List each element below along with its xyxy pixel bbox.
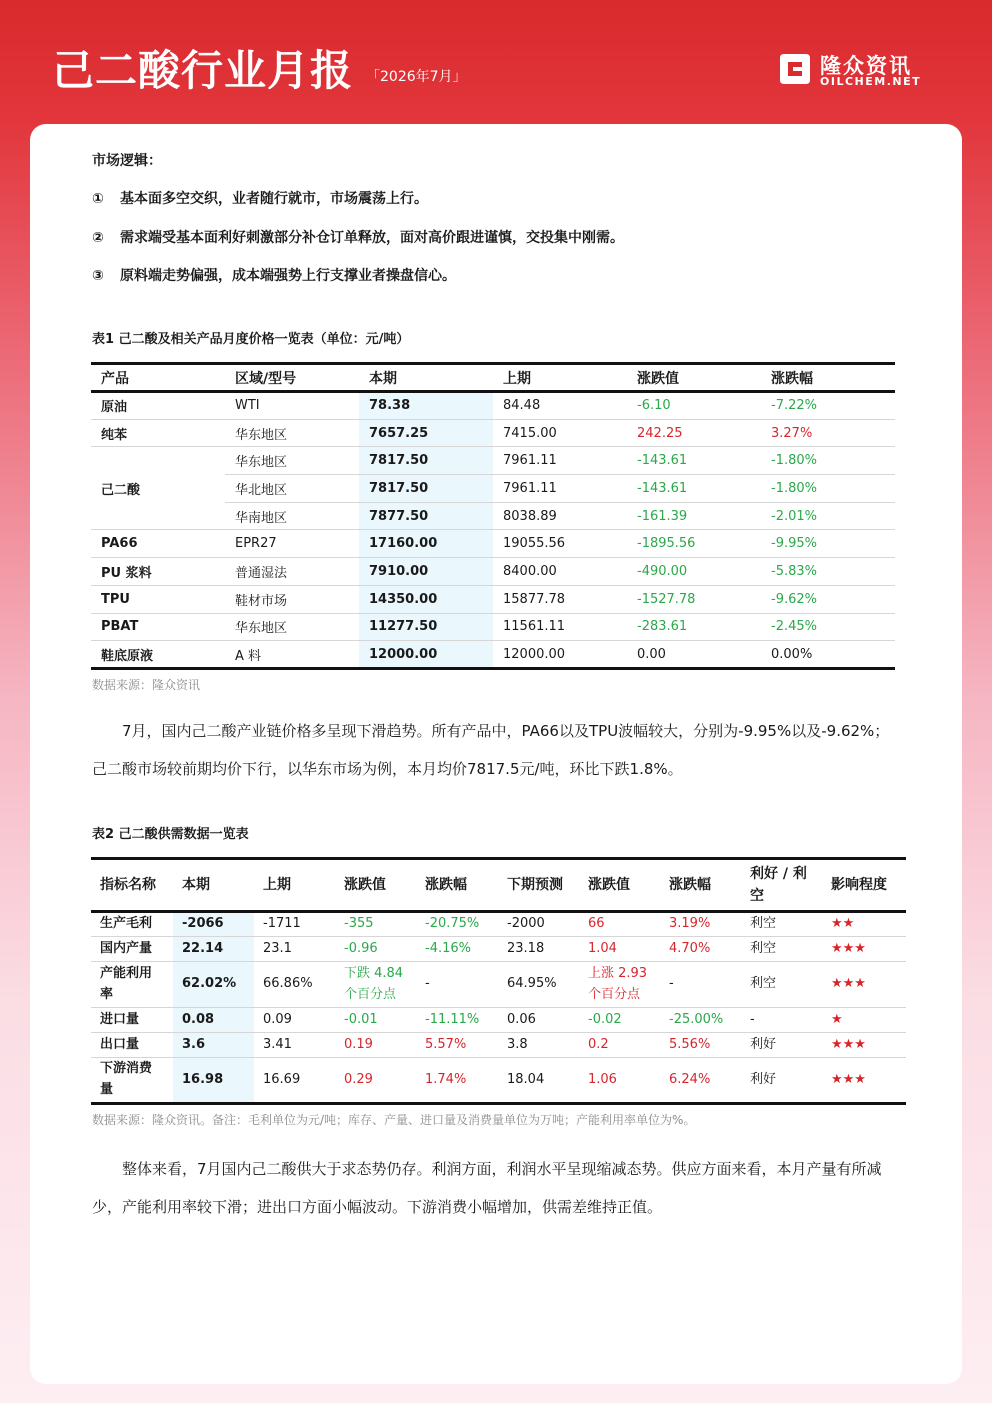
- table-row: [91, 613, 895, 641]
- current-cell: 78.38: [359, 392, 493, 420]
- market-logic-title: 市场逻辑：: [92, 153, 162, 169]
- pct-cell: -5.83%: [761, 558, 895, 586]
- forecast-change-cell: 0.2: [579, 1033, 660, 1058]
- product-cell: PBAT: [91, 613, 225, 641]
- forecast-cell: -2000: [498, 912, 579, 937]
- column-header: 区域/型号: [225, 364, 359, 392]
- current-cell: 16.98: [173, 1058, 254, 1104]
- column-header: 影响程度: [822, 859, 906, 912]
- region-cell: WTI: [225, 392, 359, 420]
- logo-mark-icon: [776, 52, 812, 86]
- previous-cell: 84.48: [493, 392, 627, 420]
- table-row: [91, 530, 895, 558]
- previous-cell: 8038.89: [493, 502, 627, 530]
- pct-cell: -2.45%: [761, 613, 895, 641]
- change-cell: 242.25: [627, 419, 761, 447]
- table-header-row: [91, 364, 895, 392]
- column-header: 产品: [91, 364, 225, 392]
- current-cell: 7910.00: [359, 558, 493, 586]
- change-cell: -161.39: [627, 502, 761, 530]
- impact-cell: 利空: [741, 962, 822, 1008]
- pct-cell: -20.75%: [416, 912, 498, 937]
- forecast-pct-cell: 3.19%: [660, 912, 741, 937]
- forecast-cell: 0.06: [498, 1008, 579, 1033]
- current-cell: 7817.50: [359, 475, 493, 503]
- price-table: [91, 362, 895, 670]
- table-row: [91, 641, 895, 669]
- current-cell: 7817.50: [359, 447, 493, 475]
- impact-cell: 利好: [741, 1033, 822, 1058]
- table2-source: 数据来源：隆众资讯。备注：毛利单位为元/吨；库存、产量、进口量及消费量单位为万吨；产能利用率单位为%。: [92, 1113, 696, 1127]
- change-cell: 下跌 4.84 个百分点: [335, 962, 416, 1008]
- column-header: 涨跌幅: [761, 364, 895, 392]
- current-cell: 0.08: [173, 1008, 254, 1033]
- forecast-cell: 18.04: [498, 1058, 579, 1104]
- degree-stars: ★★: [822, 912, 906, 937]
- logic-item-text: 基本面多空交织，业者随行就市，市场震荡上行。: [120, 191, 428, 207]
- column-header: 本期: [173, 859, 254, 912]
- product-cell: 鞋底原液: [91, 641, 225, 669]
- report-header: [0, 0, 992, 125]
- previous-cell: 7415.00: [493, 419, 627, 447]
- current-cell: 14350.00: [359, 585, 493, 613]
- previous-cell: 16.69: [254, 1058, 335, 1104]
- pct-cell: -1.80%: [761, 475, 895, 503]
- region-cell: 华东地区: [225, 419, 359, 447]
- previous-cell: 11561.11: [493, 613, 627, 641]
- column-header: 涨跌幅: [660, 859, 741, 912]
- table-row: [91, 392, 895, 420]
- indicator-cell: 国内产量: [91, 937, 173, 962]
- previous-cell: 7961.11: [493, 447, 627, 475]
- analysis-paragraph-2: 整体来看，7月国内己二酸供大于求态势仍存。利润方面，利润水平呈现缩减态势。供应方面来看，本月产量有所减少，产能利用率较下滑；进出口方面小幅波动。下游消费小幅增加，供需差维持正值。: [92, 1160, 882, 1216]
- region-cell: A 料: [225, 641, 359, 669]
- forecast-change-cell: 66: [579, 912, 660, 937]
- current-cell: 12000.00: [359, 641, 493, 669]
- product-cell: 己二酸: [91, 447, 225, 530]
- table-row: [91, 1033, 906, 1058]
- change-cell: -0.01: [335, 1008, 416, 1033]
- indicator-cell: 下游消费量: [91, 1058, 173, 1104]
- change-cell: -490.00: [627, 558, 761, 586]
- forecast-pct-cell: -25.00%: [660, 1008, 741, 1033]
- logic-item-number: ②: [92, 230, 104, 246]
- region-cell: EPR27: [225, 530, 359, 558]
- forecast-cell: 23.18: [498, 937, 579, 962]
- report-date: 「2026年7月」: [366, 69, 467, 85]
- region-cell: 普通湿法: [225, 558, 359, 586]
- pct-cell: 1.74%: [416, 1058, 498, 1104]
- table-row: [91, 585, 895, 613]
- forecast-change-cell: 1.04: [579, 937, 660, 962]
- change-cell: 0.29: [335, 1058, 416, 1104]
- logic-item-number: ③: [92, 268, 104, 284]
- current-cell: 11277.50: [359, 613, 493, 641]
- change-cell: -1895.56: [627, 530, 761, 558]
- forecast-change-cell: 1.06: [579, 1058, 660, 1104]
- degree-stars: ★★★: [822, 1033, 906, 1058]
- logic-item: [92, 265, 456, 285]
- previous-cell: 15877.78: [493, 585, 627, 613]
- region-cell: 华南地区: [225, 502, 359, 530]
- current-cell: 17160.00: [359, 530, 493, 558]
- forecast-pct-cell: -: [660, 962, 741, 1008]
- change-cell: -355: [335, 912, 416, 937]
- pct-cell: -2.01%: [761, 502, 895, 530]
- change-cell: 0.19: [335, 1033, 416, 1058]
- table-row: [91, 962, 906, 1008]
- table-row: [91, 937, 906, 962]
- pct-cell: -11.11%: [416, 1008, 498, 1033]
- indicator-cell: 进口量: [91, 1008, 173, 1033]
- pct-cell: -: [416, 962, 498, 1008]
- column-header: 利好 / 利空: [741, 859, 822, 912]
- forecast-change-cell: 上涨 2.93 个百分点: [579, 962, 660, 1008]
- logic-item: [92, 188, 428, 208]
- previous-cell: 19055.56: [493, 530, 627, 558]
- column-header: 涨跌值: [579, 859, 660, 912]
- impact-cell: 利空: [741, 912, 822, 937]
- change-cell: -283.61: [627, 613, 761, 641]
- column-header: 涨跌幅: [416, 859, 498, 912]
- previous-cell: 23.1: [254, 937, 335, 962]
- product-cell: 原油: [91, 392, 225, 420]
- column-header: 涨跌值: [335, 859, 416, 912]
- change-cell: -0.96: [335, 937, 416, 962]
- table-header-row: [91, 859, 906, 912]
- column-header: 下期预测: [498, 859, 579, 912]
- logic-item-text: 需求端受基本面利好刺激部分补仓订单释放，面对高价跟进谨慎，交投集中刚需。: [120, 230, 624, 246]
- current-cell: 3.6: [173, 1033, 254, 1058]
- change-cell: -1527.78: [627, 585, 761, 613]
- change-cell: -6.10: [627, 392, 761, 420]
- degree-stars: ★: [822, 1008, 906, 1033]
- previous-cell: 3.41: [254, 1033, 335, 1058]
- degree-stars: ★★★: [822, 962, 906, 1008]
- current-cell: 7657.25: [359, 419, 493, 447]
- pct-cell: -9.95%: [761, 530, 895, 558]
- previous-cell: 7961.11: [493, 475, 627, 503]
- indicator-cell: 出口量: [91, 1033, 173, 1058]
- indicator-cell: 生产毛利: [91, 912, 173, 937]
- previous-cell: 0.09: [254, 1008, 335, 1033]
- impact-cell: 利空: [741, 937, 822, 962]
- region-cell: 华北地区: [225, 475, 359, 503]
- column-header: 上期: [254, 859, 335, 912]
- table-row: [91, 419, 895, 447]
- pct-cell: 5.57%: [416, 1033, 498, 1058]
- region-cell: 华东地区: [225, 613, 359, 641]
- change-cell: -143.61: [627, 475, 761, 503]
- column-header: 指标名称: [91, 859, 173, 912]
- pct-cell: 0.00%: [761, 641, 895, 669]
- logic-item: [92, 227, 624, 247]
- forecast-pct-cell: 6.24%: [660, 1058, 741, 1104]
- previous-cell: 12000.00: [493, 641, 627, 669]
- forecast-cell: 3.8: [498, 1033, 579, 1058]
- pct-cell: -1.80%: [761, 447, 895, 475]
- impact-cell: 利好: [741, 1058, 822, 1104]
- logic-item-text: 原料端走势偏强，成本端强势上行支撑业者操盘信心。: [120, 268, 456, 284]
- current-cell: 7877.50: [359, 502, 493, 530]
- table-row: [91, 1008, 906, 1033]
- table-row: [91, 447, 895, 475]
- forecast-pct-cell: 4.70%: [660, 937, 741, 962]
- previous-cell: -1711: [254, 912, 335, 937]
- previous-cell: 66.86%: [254, 962, 335, 1008]
- column-header: 涨跌值: [627, 364, 761, 392]
- product-cell: TPU: [91, 585, 225, 613]
- pct-cell: -9.62%: [761, 585, 895, 613]
- table-row: [91, 912, 906, 937]
- logic-item-number: ①: [92, 191, 104, 207]
- forecast-change-cell: -0.02: [579, 1008, 660, 1033]
- current-cell: -2066: [173, 912, 254, 937]
- current-cell: 22.14: [173, 937, 254, 962]
- forecast-pct-cell: 5.56%: [660, 1033, 741, 1058]
- change-cell: 0.00: [627, 641, 761, 669]
- pct-cell: -4.16%: [416, 937, 498, 962]
- product-cell: PA66: [91, 530, 225, 558]
- forecast-cell: 64.95%: [498, 962, 579, 1008]
- supply-demand-table: [91, 857, 906, 1105]
- change-cell: -143.61: [627, 447, 761, 475]
- product-cell: PU 浆料: [91, 558, 225, 586]
- report-title: 己二酸行业月报: [52, 46, 354, 95]
- logo-text-cn: 隆众资讯: [820, 54, 912, 78]
- table-row: [91, 1058, 906, 1104]
- column-header: 本期: [359, 364, 493, 392]
- indicator-cell: 产能利用率: [91, 962, 173, 1008]
- table2-caption: 表2 己二酸供需数据一览表: [92, 827, 249, 842]
- analysis-paragraph-1: 7月，国内己二酸产业链价格多呈现下滑趋势。所有产品中，PA66以及TPU波幅较大，分别为-9.95%以及-9.62%；己二酸市场较前期均价下行，以华东市场为例，本月均价7817.5元/吨，环比下跌1.8%。: [92, 722, 890, 778]
- region-cell: 鞋材市场: [225, 585, 359, 613]
- column-header: 上期: [493, 364, 627, 392]
- previous-cell: 8400.00: [493, 558, 627, 586]
- table-row: [91, 558, 895, 586]
- product-cell: 纯苯: [91, 419, 225, 447]
- pct-cell: 3.27%: [761, 419, 895, 447]
- table1-source: 数据来源：隆众资讯: [92, 678, 201, 692]
- region-cell: 华东地区: [225, 447, 359, 475]
- table1-caption: 表1 己二酸及相关产品月度价格一览表（单位：元/吨）: [92, 332, 410, 347]
- logo-text-en: OILCHEM.NET: [820, 75, 922, 88]
- impact-cell: -: [741, 1008, 822, 1033]
- current-cell: 62.02%: [173, 962, 254, 1008]
- degree-stars: ★★★: [822, 937, 906, 962]
- pct-cell: -7.22%: [761, 392, 895, 420]
- oilchem-logo[interactable]: [776, 48, 946, 90]
- degree-stars: ★★★: [822, 1058, 906, 1104]
